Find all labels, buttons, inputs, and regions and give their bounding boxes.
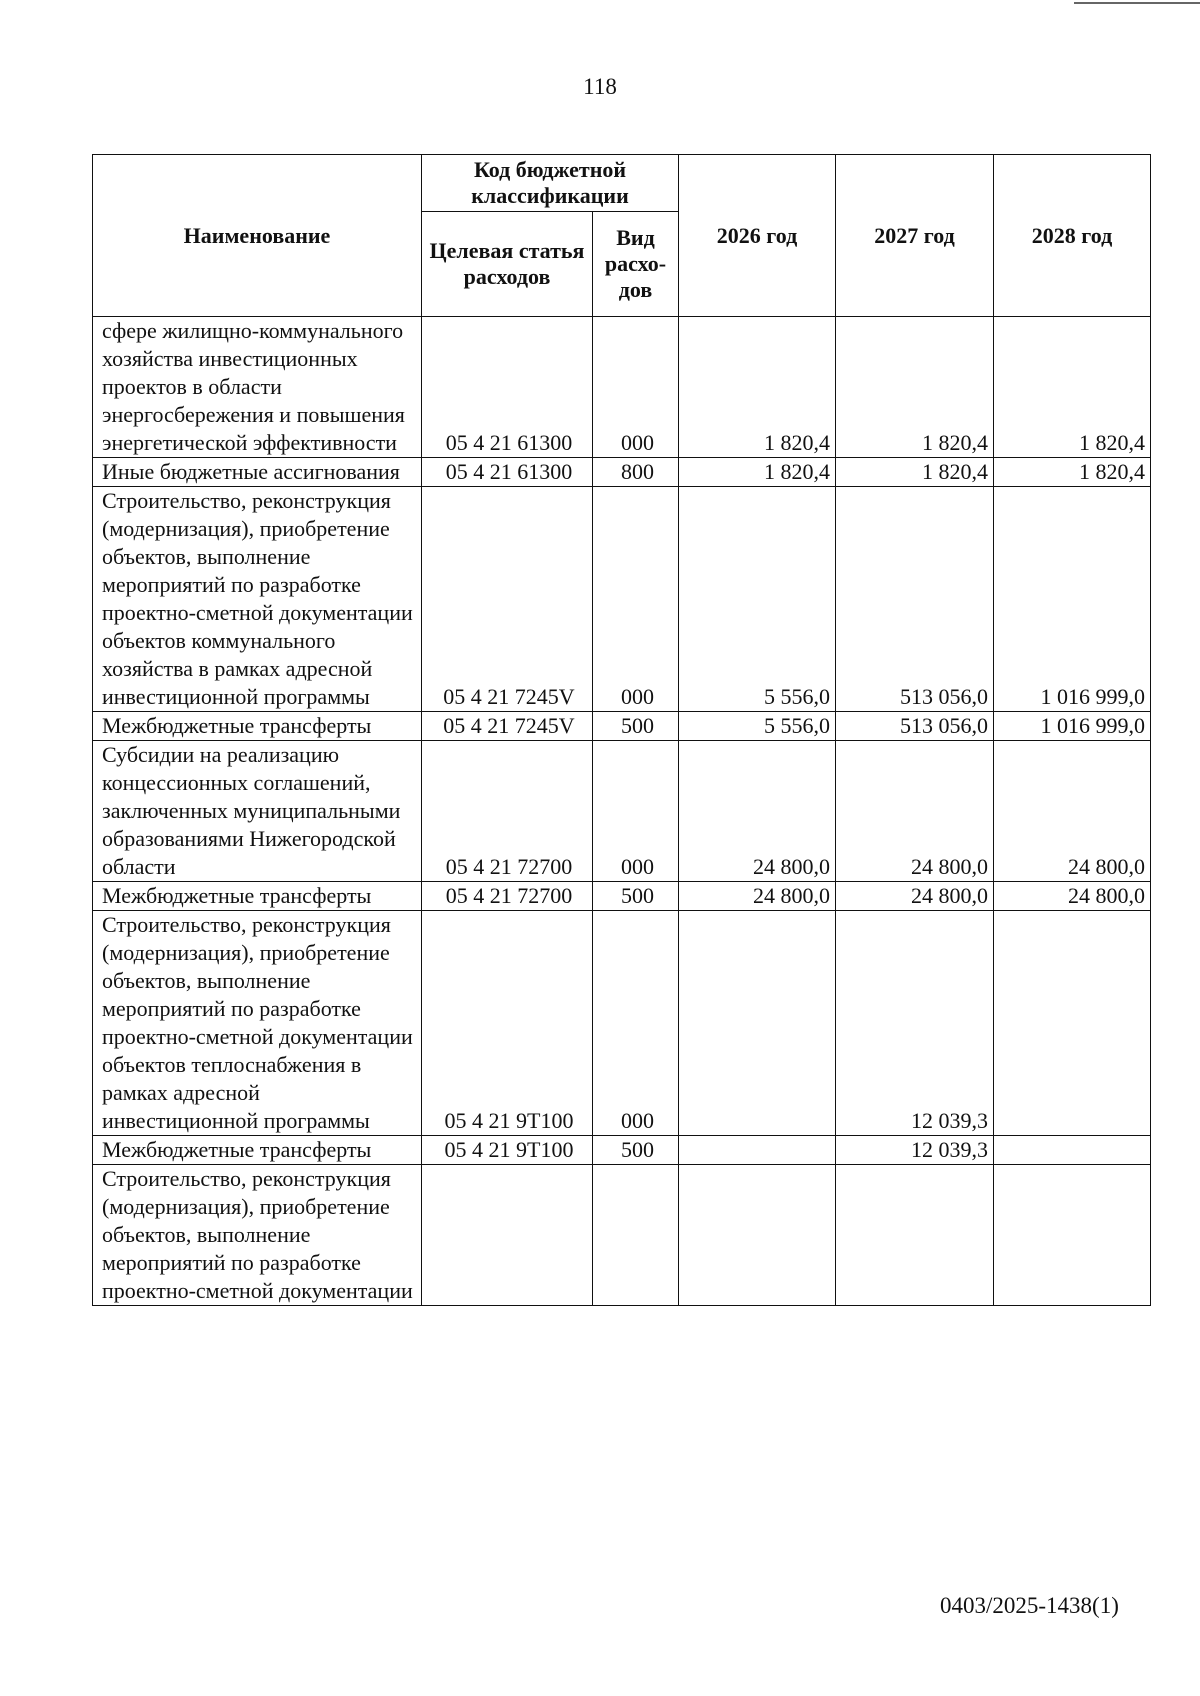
table-row xyxy=(93,712,1151,741)
row-target-code xyxy=(422,1165,593,1306)
table-row xyxy=(93,911,1151,1136)
row-name: Строительство, реконструкция (модернизация), приобретение объектов, выполнение мероприятий по разработке проектно-сметной документации объектов теплоснабжения в рамках адресной инвестиционной программы xyxy=(93,911,422,1136)
row-value-2026: 5 556,0 xyxy=(679,487,836,712)
row-expense-type xyxy=(593,1165,679,1306)
table-row xyxy=(93,741,1151,882)
row-value-2027: 12 039,3 xyxy=(836,911,994,1136)
table-row xyxy=(93,487,1151,712)
page-number: 118 xyxy=(583,74,617,99)
row-value-2028: 24 800,0 xyxy=(994,882,1151,911)
row-target-code: 05 4 21 72700 xyxy=(422,741,593,882)
row-expense-type: 500 xyxy=(593,882,679,911)
row-expense-type: 000 xyxy=(593,317,679,458)
row-expense-type: 000 xyxy=(593,487,679,712)
row-value-2028: 1 016 999,0 xyxy=(994,712,1151,741)
row-name: Строительство, реконструкция (модернизация), приобретение объектов, выполнение мероприятий по разработке проектно-сметной документации xyxy=(93,1165,422,1306)
row-name: Межбюджетные трансферты xyxy=(93,1136,422,1165)
row-target-code: 05 4 21 72700 xyxy=(422,882,593,911)
row-name: Субсидии на реализацию концессионных соглашений, заключенных муниципальными образованиями Нижегородской области xyxy=(93,741,422,882)
row-value-2027: 24 800,0 xyxy=(836,741,994,882)
row-value-2026: 24 800,0 xyxy=(679,741,836,882)
table-row xyxy=(93,1136,1151,1165)
row-value-2026: 24 800,0 xyxy=(679,882,836,911)
header-target-article: Целевая статья расходов xyxy=(422,212,593,317)
row-expense-type: 800 xyxy=(593,458,679,487)
budget-table xyxy=(92,154,1151,1306)
row-value-2026 xyxy=(679,911,836,1136)
row-expense-type: 000 xyxy=(593,911,679,1136)
table-row xyxy=(93,1165,1151,1306)
header-name: Наименование xyxy=(93,155,422,317)
row-target-code: 05 4 21 7245V xyxy=(422,487,593,712)
top-edge-rule xyxy=(1074,2,1200,4)
row-value-2028 xyxy=(994,1165,1151,1306)
document-footer-code: 0403/2025-1438(1) xyxy=(940,1593,1119,1618)
row-value-2028: 1 820,4 xyxy=(994,458,1151,487)
row-value-2028 xyxy=(994,911,1151,1136)
row-name: Межбюджетные трансферты xyxy=(93,882,422,911)
row-target-code: 05 4 21 61300 xyxy=(422,458,593,487)
row-expense-type: 500 xyxy=(593,712,679,741)
row-value-2027: 1 820,4 xyxy=(836,458,994,487)
row-value-2027: 24 800,0 xyxy=(836,882,994,911)
header-year-2026: 2026 год xyxy=(679,155,836,317)
row-value-2026 xyxy=(679,1136,836,1165)
row-value-2026: 5 556,0 xyxy=(679,712,836,741)
row-name: Иные бюджетные ассигнования xyxy=(93,458,422,487)
row-name: сфере жилищно-коммунального хозяйства инвестиционных проектов в области энергосбережения и повышения энергетической эффективности xyxy=(93,317,422,458)
header-code-group: Код бюджетной классификации xyxy=(422,155,679,212)
row-value-2027: 513 056,0 xyxy=(836,712,994,741)
row-name: Строительство, реконструкция (модернизация), приобретение объектов, выполнение мероприятий по разработке проектно-сметной документации объектов коммунального хозяйства в рамках адресной инвестиционной программы xyxy=(93,487,422,712)
row-value-2028 xyxy=(994,1136,1151,1165)
row-value-2026: 1 820,4 xyxy=(679,458,836,487)
row-name: Межбюджетные трансферты xyxy=(93,712,422,741)
row-target-code: 05 4 21 7245V xyxy=(422,712,593,741)
row-expense-type: 500 xyxy=(593,1136,679,1165)
row-target-code: 05 4 21 9Т100 xyxy=(422,911,593,1136)
row-target-code: 05 4 21 9Т100 xyxy=(422,1136,593,1165)
table-row xyxy=(93,882,1151,911)
row-value-2028: 1 820,4 xyxy=(994,317,1151,458)
table-row xyxy=(93,317,1151,458)
row-expense-type: 000 xyxy=(593,741,679,882)
row-value-2026: 1 820,4 xyxy=(679,317,836,458)
table-body xyxy=(93,317,1151,1306)
table-row xyxy=(93,458,1151,487)
header-row-1 xyxy=(93,155,1151,212)
table-header xyxy=(93,155,1151,317)
header-expense-type: Вид расхо-дов xyxy=(593,212,679,317)
row-value-2026 xyxy=(679,1165,836,1306)
header-year-2028: 2028 год xyxy=(994,155,1151,317)
header-year-2027: 2027 год xyxy=(836,155,994,317)
row-value-2028: 24 800,0 xyxy=(994,741,1151,882)
row-target-code: 05 4 21 61300 xyxy=(422,317,593,458)
row-value-2027: 12 039,3 xyxy=(836,1136,994,1165)
row-value-2027 xyxy=(836,1165,994,1306)
row-value-2028: 1 016 999,0 xyxy=(994,487,1151,712)
row-value-2027: 1 820,4 xyxy=(836,317,994,458)
row-value-2027: 513 056,0 xyxy=(836,487,994,712)
